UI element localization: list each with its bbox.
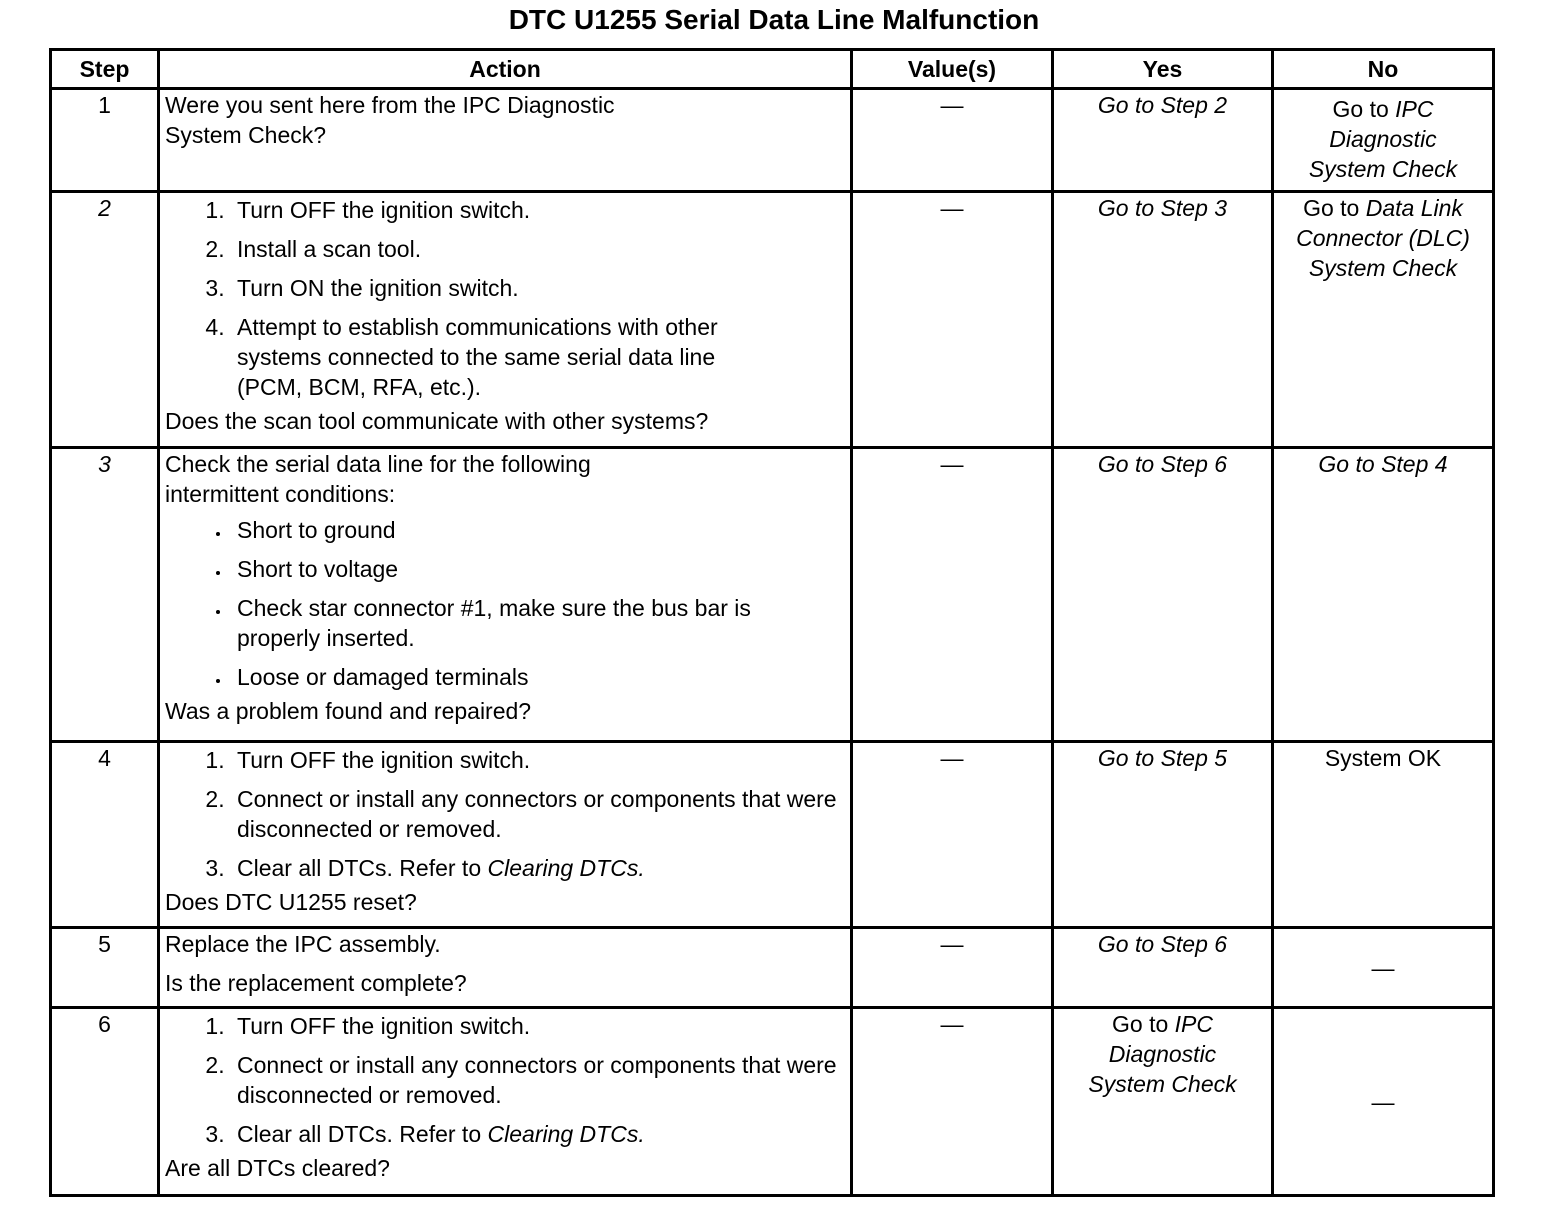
action-cell xyxy=(159,448,852,742)
step-number: 4 xyxy=(51,742,159,928)
list-item: • Loose or damaged terminals xyxy=(231,662,845,692)
clearing-dtcs-reference: Clearing DTCs. xyxy=(487,1121,645,1147)
step-number: 2 xyxy=(51,192,159,448)
value-cell: — xyxy=(852,448,1053,742)
action-cell xyxy=(159,742,852,928)
action-cell xyxy=(159,1008,852,1196)
yes-cell: Go to Step 6 xyxy=(1053,448,1273,742)
action-question: Does the scan tool communicate with other systems? xyxy=(165,408,709,434)
action-steps xyxy=(165,195,845,402)
list-item xyxy=(231,853,845,883)
value-cell: — xyxy=(852,1008,1053,1196)
header-row xyxy=(51,50,1494,89)
table-row xyxy=(51,742,1494,928)
action-question: Are all DTCs cleared? xyxy=(165,1155,390,1181)
clearing-dtcs-reference: Clearing DTCs. xyxy=(487,855,645,881)
no-cell: — xyxy=(1273,928,1494,1008)
value-cell: — xyxy=(852,89,1053,192)
list-item: 1. Turn OFF the ignition switch. xyxy=(231,745,845,775)
header-action: Action xyxy=(159,50,852,89)
action-cell xyxy=(159,928,852,1008)
item-prefix: Clear all DTCs. Refer to xyxy=(237,855,488,881)
action-intro: Were you sent here from the IPC Diagnostic System Check? xyxy=(165,92,615,148)
value-cell: — xyxy=(852,192,1053,448)
step-number: 5 xyxy=(51,928,159,1008)
no-prefix: Go to xyxy=(1332,96,1396,122)
no-prefix: Go to xyxy=(1303,195,1366,221)
header-values: Value(s) xyxy=(852,50,1053,89)
header-no: No xyxy=(1273,50,1494,89)
step-number: 6 xyxy=(51,1008,159,1196)
item-prefix: Clear all DTCs. Refer to xyxy=(237,1121,488,1147)
yes-cell xyxy=(1053,1008,1273,1196)
no-cell: — xyxy=(1273,1008,1494,1196)
header-step: Step xyxy=(51,50,159,89)
list-item: 1. Turn OFF the ignition switch. xyxy=(231,195,845,225)
list-item: 1. Turn OFF the ignition switch. xyxy=(231,1011,845,1041)
step-number: 1 xyxy=(51,89,159,192)
table-row xyxy=(51,928,1494,1008)
list-item xyxy=(231,1119,845,1149)
no-cell: System OK xyxy=(1273,742,1494,928)
header-yes: Yes xyxy=(1053,50,1273,89)
action-steps xyxy=(165,745,845,883)
table-row xyxy=(51,192,1494,448)
list-item: 2. Connect or install any connectors or components that were disconnected or removed. xyxy=(231,1050,845,1110)
list-item: 2. Connect or install any connectors or components that were disconnected or removed. xyxy=(231,784,845,844)
page-title: DTC U1255 Serial Data Line Malfunction xyxy=(508,4,1040,35)
yes-cell: Go to Step 5 xyxy=(1053,742,1273,928)
no-cell xyxy=(1273,192,1494,448)
yes-cell: Go to Step 6 xyxy=(1053,928,1273,1008)
no-link-text: IPC Diagnostic System Check xyxy=(1308,96,1458,182)
diagnostic-table xyxy=(49,48,1495,1197)
yes-cell: Go to Step 3 xyxy=(1053,192,1273,448)
value-cell: — xyxy=(852,742,1053,928)
no-cell xyxy=(1273,89,1494,192)
yes-cell: Go to Step 2 xyxy=(1053,89,1273,192)
condition-list xyxy=(165,515,845,692)
action-cell xyxy=(159,192,852,448)
action-question: Is the replacement complete? xyxy=(165,970,467,996)
action-cell xyxy=(159,89,852,192)
action-steps xyxy=(165,1011,845,1149)
action-question: Does DTC U1255 reset? xyxy=(165,889,417,915)
list-item: 2. Install a scan tool. xyxy=(231,234,845,264)
no-cell: Go to Step 4 xyxy=(1273,448,1494,742)
list-item: • Short to voltage xyxy=(231,554,845,584)
table-row xyxy=(51,448,1494,742)
yes-prefix: Go to xyxy=(1112,1011,1175,1037)
action-intro: Replace the IPC assembly. xyxy=(165,931,441,957)
step-number: 3 xyxy=(51,448,159,742)
list-item: 4. Attempt to establish communications with other systems connected to the same serial data line (PCM, BCM, RFA, etc.). xyxy=(231,312,845,402)
value-cell: — xyxy=(852,928,1053,1008)
action-question: Was a problem found and repaired? xyxy=(165,698,532,724)
list-item: 3. Turn ON the ignition switch. xyxy=(231,273,845,303)
table-row xyxy=(51,89,1494,192)
list-item: • Short to ground xyxy=(231,515,845,545)
no-link-text: Data Link Connector (DLC) System Check xyxy=(1296,195,1470,281)
action-intro: Check the serial data line for the following intermittent conditions: xyxy=(165,451,591,507)
yes-link-text: IPC Diagnostic System Check xyxy=(1088,1011,1237,1097)
table-row xyxy=(51,1008,1494,1196)
list-item: • Check star connector #1, make sure the bus bar is properly inserted. xyxy=(231,593,845,653)
